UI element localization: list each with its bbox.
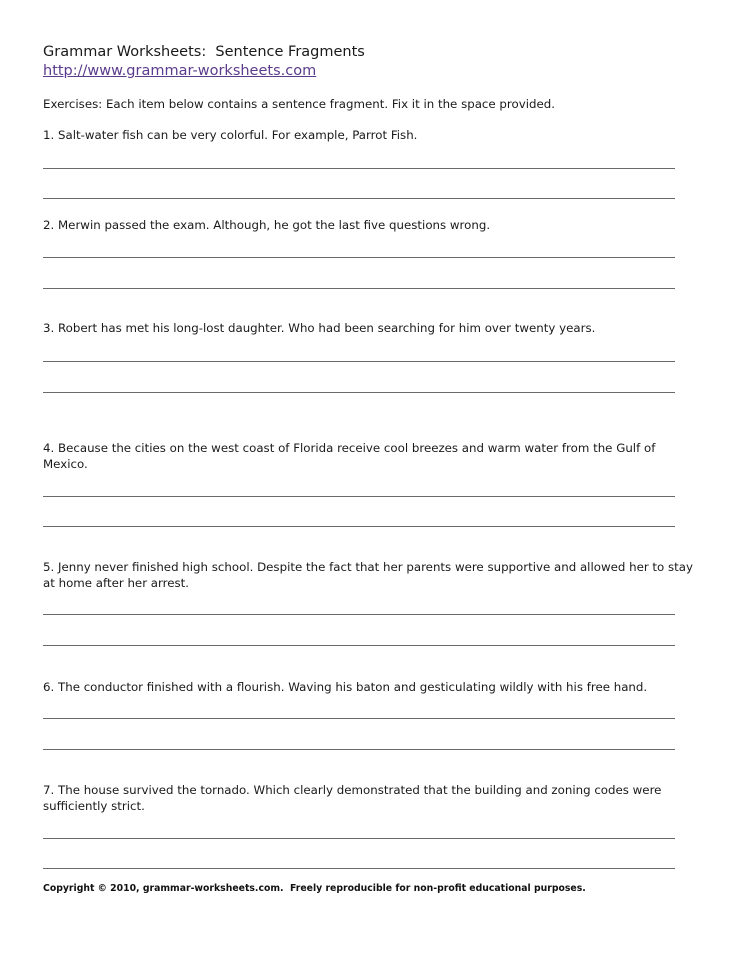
question-1: 1. Salt-water fish can be very colorful. For example, Parrot Fish. [43,128,418,142]
answer-line-7b[interactable] [43,868,675,869]
answer-line-7a[interactable] [43,838,675,839]
question-3: 3. Robert has met his long-lost daughter. Who had been searching for him over twenty years. [43,321,596,335]
answer-line-5b[interactable] [43,645,675,646]
answer-line-2b[interactable] [43,288,675,289]
answer-line-6b[interactable] [43,749,675,750]
question-5: 5. Jenny never finished high school. Despite the fact that her parents were supportive and allowed her to stay at home after her arrest. [43,560,694,590]
answer-line-1b[interactable] [43,198,675,199]
question-4: 4. Because the cities on the west coast of Florida receive cool breezes and warm water from the Gulf of Mexico. [43,441,656,471]
copyright-footer: Copyright © 2010, grammar-worksheets.com. Freely reproducible for non-profit educational purposes. [43,883,586,894]
worksheet-title: Grammar Worksheets: Sentence Fragments [43,44,365,60]
answer-line-3a[interactable] [43,361,675,362]
website-link[interactable]: http://www.grammar-worksheets.com [43,63,317,79]
question-6: 6. The conductor finished with a flourish. Waving his baton and gesticulating wildly with his free hand. [43,680,648,694]
question-2: 2. Merwin passed the exam. Although, he got the last five questions wrong. [43,218,491,232]
answer-line-3b[interactable] [43,392,675,393]
question-7: 7. The house survived the tornado. Which clearly demonstrated that the building and zoning codes were sufficiently strict. [43,783,662,813]
answer-line-2a[interactable] [43,257,675,258]
answer-line-4a[interactable] [43,496,675,497]
answer-line-5a[interactable] [43,614,675,615]
answer-line-4b[interactable] [43,526,675,527]
instructions: Exercises: Each item below contains a sentence fragment. Fix it in the space provided. [43,97,555,111]
answer-line-1a[interactable] [43,168,675,169]
answer-line-6a[interactable] [43,718,675,719]
